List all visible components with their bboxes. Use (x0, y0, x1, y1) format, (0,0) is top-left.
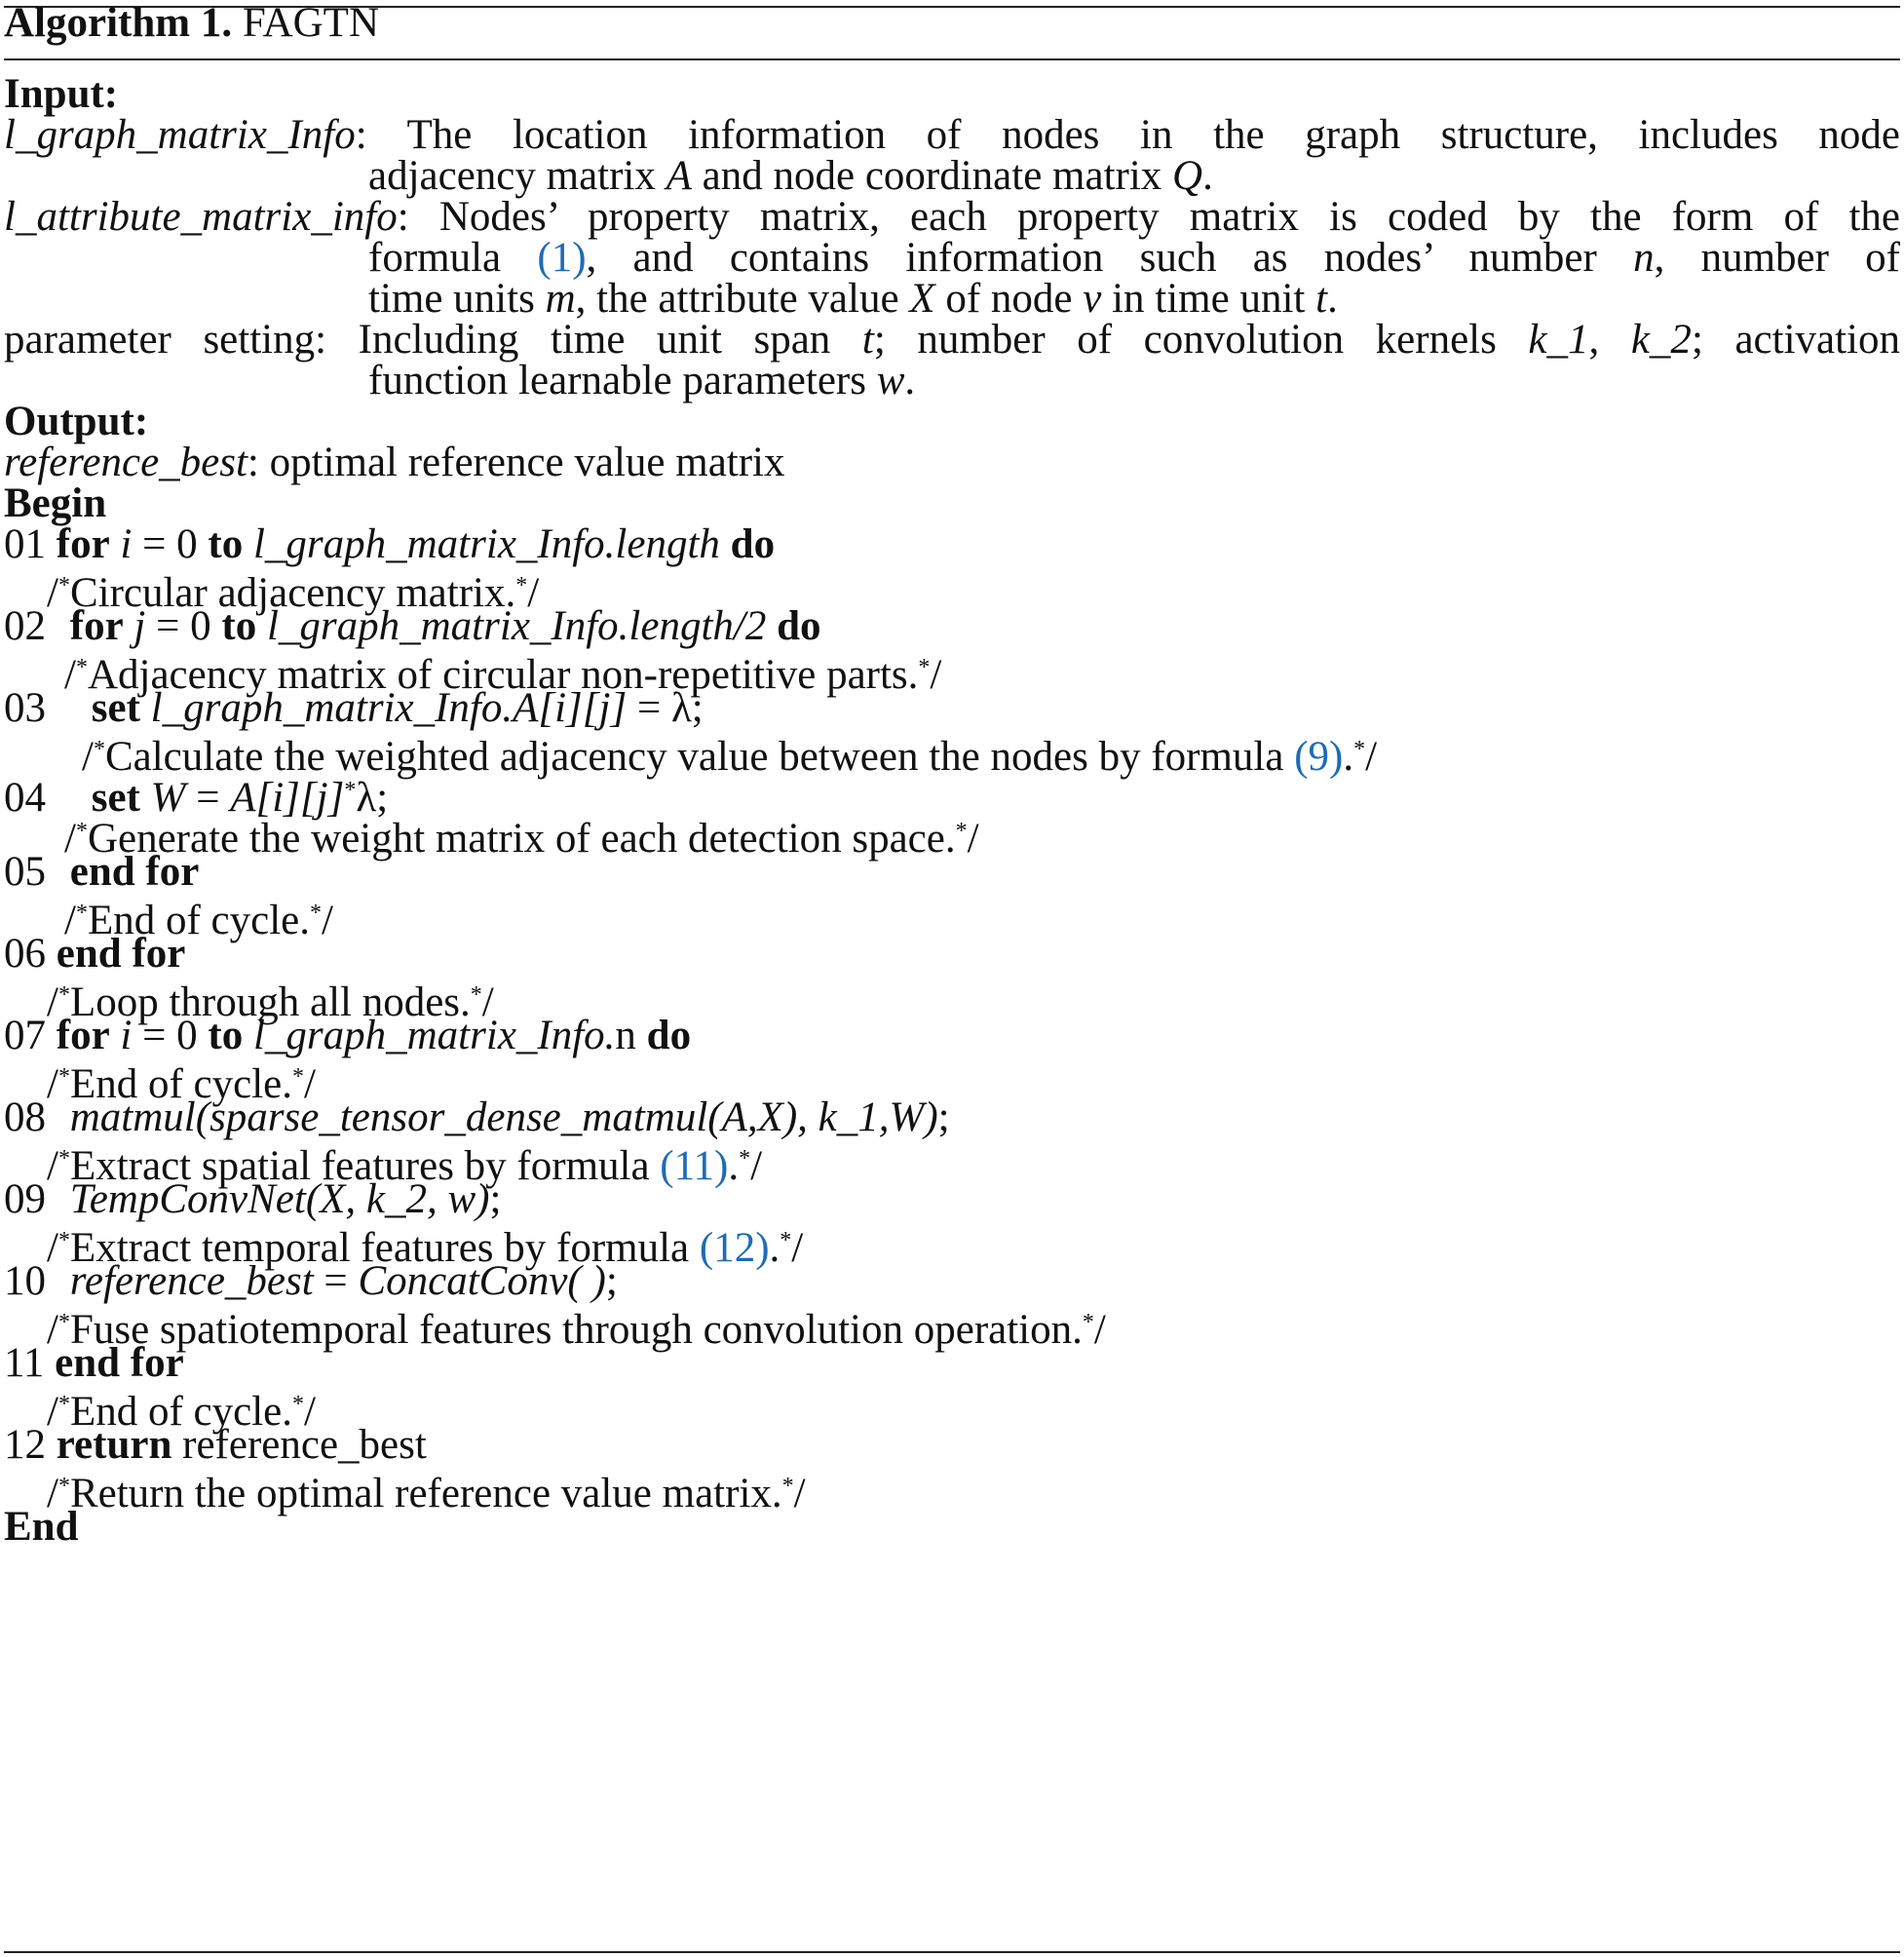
text: in time unit (1101, 276, 1316, 322)
text: time units (368, 276, 546, 322)
algorithm-name: FAGTN (242, 0, 379, 46)
input-params-name: parameter setting (4, 317, 316, 363)
comment-mark: / (1365, 734, 1378, 780)
text: ; number of convolution kernels (873, 317, 1529, 363)
code: l_graph_matrix_Info.length/2 (266, 603, 767, 649)
comment-text: Extract temporal features by formula (69, 1225, 700, 1271)
code: matmul(sparse_tensor_dense_matmul(A,X), k_1,W) (69, 1094, 938, 1140)
output-name: reference_best (4, 440, 248, 485)
code: TempConvNet(X, k_2, w) (69, 1176, 490, 1222)
comment-08: /*Extract spatial features by formula (11).*/ (47, 1143, 763, 1189)
code: l_graph_matrix_Info. (252, 1013, 616, 1058)
var-v: v (1083, 276, 1102, 322)
formula-ref-11[interactable]: (11) (660, 1143, 729, 1189)
text: = 0 (132, 1013, 209, 1058)
output-heading: Output: (4, 399, 149, 444)
text: ; (489, 1176, 502, 1222)
comment-mark: / (47, 1389, 58, 1435)
var-m: m (545, 276, 576, 322)
text: : Including time unit span (315, 317, 862, 363)
comment-10 (47, 1296, 1106, 1353)
comment-mark: * (470, 982, 482, 1008)
comment-mark: * (57, 573, 70, 598)
input-heading: Input: (4, 71, 119, 117)
comment-mark: * (955, 819, 968, 844)
code: j (133, 603, 146, 649)
text: formula (368, 235, 538, 281)
line-number: 12 (4, 1422, 46, 1468)
comment-mark: / (47, 1471, 58, 1516)
keyword: end for (56, 931, 186, 977)
comment-03: /*Calculate the weighted adjacency value between the nodes by formula (9).*/ (82, 734, 1378, 780)
var-k2: k_2 (1630, 317, 1692, 363)
comment-mark: * (57, 982, 70, 1008)
text: adjacency matrix (368, 153, 666, 199)
comment-mark: / (64, 652, 76, 698)
comment-09: /*Extract temporal features by formula (12).*/ (47, 1225, 804, 1271)
text: ; (605, 1258, 618, 1304)
comment-mark: * (918, 655, 931, 680)
formula-ref-9[interactable]: (9) (1294, 734, 1344, 780)
line-number: 09 (4, 1176, 46, 1222)
comment-mark: * (515, 573, 528, 598)
algorithm-title (4, 0, 379, 50)
algorithm-label: Algorithm 1. (4, 0, 233, 46)
comment-mark: * (93, 737, 105, 762)
comment-mark: / (82, 734, 94, 780)
begin-keyword: Begin (4, 480, 107, 526)
bottom-rule (4, 1951, 1900, 1953)
comment-mark: / (967, 816, 979, 862)
keyword: for (69, 603, 124, 649)
text: , number of (1654, 235, 1900, 281)
comment-mark: * (1082, 1310, 1094, 1335)
line-number: 01 (4, 521, 46, 567)
comment-mark: / (47, 1143, 58, 1189)
comment-mark: * (75, 655, 88, 680)
output-line (4, 437, 785, 489)
multiply-mark: * (344, 778, 357, 803)
keyword: do (730, 521, 776, 567)
line-number: 10 (4, 1258, 46, 1304)
code: ConcatConv( ) (358, 1258, 606, 1304)
algorithm-box (4, 0, 1900, 1957)
end-keyword: End (4, 1504, 79, 1550)
line-number: 04 (4, 775, 46, 821)
line-number: 06 (4, 931, 46, 977)
text: = 0 (132, 521, 209, 567)
comment-mark: * (75, 901, 88, 926)
code: i (120, 521, 133, 567)
comment-mark: / (47, 1307, 58, 1353)
comment-mark: / (322, 898, 333, 943)
comment-text: Adjacency matrix of circular non-repetitive parts. (87, 652, 919, 698)
text: reference_best (171, 1422, 427, 1468)
comment-mark: / (64, 816, 76, 862)
text: λ; (356, 775, 389, 821)
formula-ref-1[interactable]: (1) (537, 235, 587, 281)
text: . (1327, 276, 1338, 322)
comment-mark: / (304, 1389, 316, 1435)
keyword: to (221, 603, 257, 649)
keyword: set (91, 775, 140, 821)
text: ; activation (1691, 317, 1901, 363)
comment-12 (47, 1460, 806, 1516)
comment-text: Extract spatial features by formula (69, 1143, 661, 1189)
var-t: t (861, 317, 874, 363)
line-number: 02 (4, 603, 46, 649)
comment-mark: / (47, 1061, 58, 1107)
comment-mark: / (481, 979, 494, 1025)
comment-mark: * (292, 1064, 304, 1090)
var-k1: k_1 (1528, 317, 1589, 363)
code: A[i][j] (230, 775, 345, 821)
comment-mark: / (64, 898, 76, 943)
keyword: end for (55, 1340, 184, 1386)
comment-04 (64, 805, 979, 862)
text: ; (937, 1094, 950, 1140)
text: function learnable parameters (368, 358, 877, 403)
text: , and contains information such as nodes’ number (586, 235, 1634, 281)
comment-mark: * (780, 1228, 792, 1253)
code: W (150, 775, 186, 821)
text: = (185, 775, 231, 821)
keyword: for (56, 1013, 110, 1058)
comment-text: End of cycle. (69, 1061, 292, 1107)
comment-mark: * (57, 1228, 70, 1253)
text: = 0 (145, 603, 222, 649)
line-number: 08 (4, 1094, 46, 1140)
text: = (313, 1258, 359, 1304)
comment-mark: * (75, 819, 88, 844)
keyword: for (56, 521, 110, 567)
comment-mark: / (1093, 1307, 1106, 1353)
var-A: A (666, 153, 692, 199)
comment-mark: * (57, 1310, 70, 1335)
comment-mark: / (791, 1225, 804, 1271)
text: and node coordinate matrix (691, 153, 1173, 199)
formula-ref-12[interactable]: (12) (699, 1225, 770, 1271)
keyword: do (777, 603, 821, 649)
header-rule (4, 58, 1900, 60)
comment-mark: / (750, 1143, 763, 1189)
line-number: 11 (4, 1340, 45, 1386)
text: . (1202, 153, 1213, 199)
comment-text: End of cycle. (69, 1389, 292, 1435)
comment-text: Calculate the weighted adjacency value between the nodes by formula (104, 734, 1295, 780)
keyword: to (208, 521, 244, 567)
input-graph-desc: : The location information of nodes in the graph structure, includes node (355, 112, 1900, 158)
var-t: t (1315, 276, 1328, 322)
comment-mark: * (1353, 737, 1366, 762)
text: , (1588, 317, 1631, 363)
line-number: 05 (4, 849, 46, 895)
comment-mark: * (739, 1146, 751, 1171)
comment-mark: * (57, 1146, 70, 1171)
comment-mark: * (781, 1474, 794, 1499)
line-number: 03 (4, 685, 46, 731)
input-graph-name: l_graph_matrix_Info (4, 112, 356, 158)
comment-mark: / (47, 570, 58, 616)
comment-mark: / (47, 979, 58, 1025)
code: i (120, 1013, 133, 1058)
text: . (904, 358, 916, 403)
text: = λ; (627, 685, 704, 731)
var-w: w (876, 358, 905, 403)
comment-mark: / (527, 570, 540, 616)
text: of node (934, 276, 1084, 322)
line-number: 07 (4, 1013, 46, 1058)
keyword: do (646, 1013, 692, 1058)
keyword: return (56, 1422, 172, 1468)
comment-mark: / (47, 1225, 58, 1271)
comment-mark: / (793, 1471, 806, 1516)
comment-mark: * (310, 901, 322, 926)
var-Q: Q (1172, 153, 1203, 199)
var-X: X (909, 276, 935, 322)
keyword: set (91, 685, 140, 731)
comment-text: Loop through all nodes. (69, 979, 471, 1025)
comment-mark: * (57, 1474, 70, 1499)
keyword: to (208, 1013, 244, 1058)
comment-text: Return the optimal reference value matrix. (69, 1471, 782, 1516)
text: , the attribute value (575, 276, 910, 322)
input-params-line2 (368, 355, 915, 407)
comment-text: End of cycle. (87, 898, 310, 943)
comment-mark: * (57, 1392, 70, 1417)
code: n (615, 1013, 636, 1058)
comment-mark: / (304, 1061, 316, 1107)
comment-mark: * (57, 1064, 70, 1090)
code: l_graph_matrix_Info.A[i][j] (150, 685, 628, 731)
input-attribute-desc: : Nodes’ property matrix, each property matrix is coded by the form of the (397, 194, 1900, 240)
comment-text: Generate the weight matrix of each detection space. (87, 816, 956, 862)
comment-mark: * (292, 1392, 304, 1417)
var-n: n (1633, 235, 1655, 281)
comment-text: Circular adjacency matrix. (69, 570, 516, 616)
keyword: end for (69, 849, 200, 895)
code: reference_best (69, 1258, 314, 1304)
input-attribute-name: l_attribute_matrix_info (4, 194, 398, 240)
code: l_graph_matrix_Info.length (252, 521, 720, 567)
input-params-line1 (4, 314, 1900, 366)
comment-text: Fuse spatiotemporal features through convolution operation. (69, 1307, 1083, 1353)
comment-mark: / (930, 652, 942, 698)
output-desc: : optimal reference value matrix (247, 440, 785, 485)
